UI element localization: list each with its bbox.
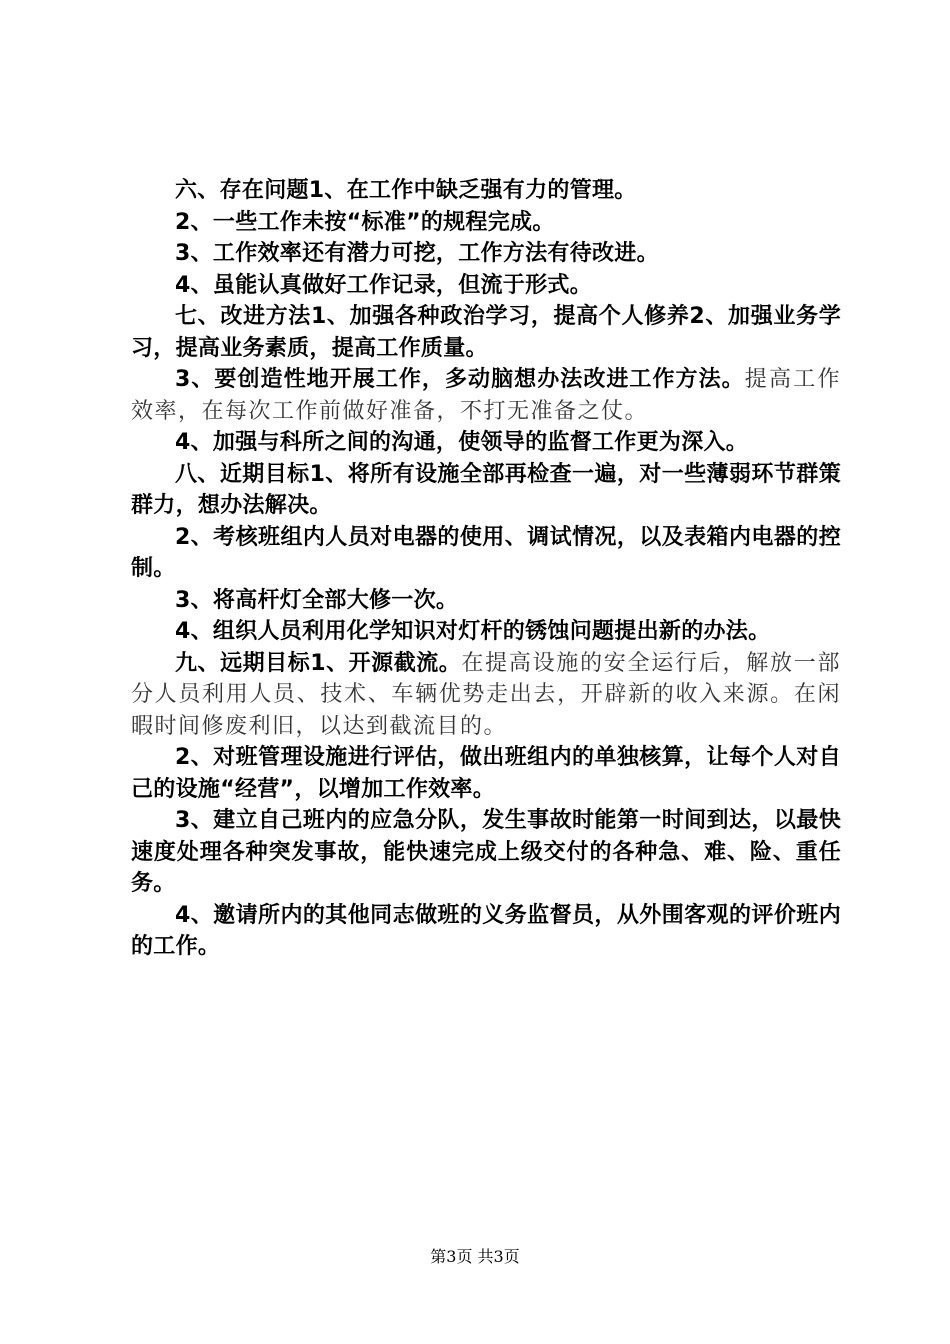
paragraph-text: 4、虽能认真做好工作记录，但流于形式。 (175, 272, 593, 298)
document-body (131, 175, 841, 963)
paragraph-text: 七、改进方法1、加强各种政治学习，提高个人修养2、加强业务学习，提高业务素质，提高工作质量。 (131, 304, 841, 361)
paragraph-extra-text: 在提高设施的安全运行后，解放一部分人员利用人员、技术、车辆优势走出去，开辟新的收入来源。在闲暇时间修废利旧，以达到截流目的。 (131, 650, 841, 739)
paragraph-text: 九、远期目标1、开源截流。 (175, 650, 462, 676)
paragraph-3 (131, 238, 841, 270)
paragraph-text: 4、加强与科所之间的沟通，使领导的监督工作更为深入。 (175, 430, 749, 455)
paragraph-7 (131, 427, 841, 459)
paragraph-text: 3、建立自己班内的应急分队，发生事故时能第一时间到达，以最快速度处理各种突发事故，能快速完成上级交付的各种急、难、险、重任务。 (131, 808, 841, 896)
paragraph-2 (131, 207, 841, 239)
paragraph-1 (131, 175, 841, 207)
paragraph-text: 4、邀请所内的其他同志做班的义务监督员，从外围客观的评价班内的工作。 (131, 902, 841, 959)
page-number-label: 第3页 共3页 (430, 1247, 520, 1266)
paragraph-14 (131, 805, 841, 900)
paragraph-text: 2、考核班组内人员对电器的使用、调试情况，以及表箱内电器的控制。 (131, 524, 841, 581)
paragraph-text: 八、近期目标1、将所有设施全部再检查一遍，对一些薄弱环节群策群力，想办法解决。 (131, 461, 841, 518)
paragraph-9 (131, 522, 841, 585)
paragraph-4 (131, 270, 841, 302)
paragraph-extra-text: 提高工作效率，在每次工作前做好准备，不打无准备之仗。 (131, 367, 841, 424)
page-footer (0, 1244, 950, 1267)
paragraph-text: 3、要创造性地开展工作，多动脑想办法改进工作方法。 (175, 367, 745, 392)
paragraph-12 (131, 648, 841, 743)
paragraph-6 (131, 364, 841, 427)
paragraph-text: 4、组织人员利用化学知识对灯杆的锈蚀问题提出新的办法。 (175, 619, 771, 644)
paragraph-8 (131, 459, 841, 522)
paragraph-11 (131, 616, 841, 648)
paragraph-5 (131, 301, 841, 364)
paragraph-text: 3、将高杆灯全部大修一次。 (175, 587, 459, 613)
paragraph-15 (131, 900, 841, 963)
paragraph-13 (131, 742, 841, 805)
paragraph-10 (131, 585, 841, 617)
paragraph-text: 3、工作效率还有潜力可挖，工作方法有待改进。 (175, 241, 659, 266)
paragraph-text: 六、存在问题1、在工作中缺乏强有力的管理。 (175, 178, 637, 203)
paragraph-text: 2、对班管理设施进行评估，做出班组内的单独核算，让每个人对自己的设施“经营”，以增加工作效率。 (131, 745, 841, 802)
paragraph-text: 2、一些工作未按“标准”的规程完成。 (175, 209, 555, 235)
